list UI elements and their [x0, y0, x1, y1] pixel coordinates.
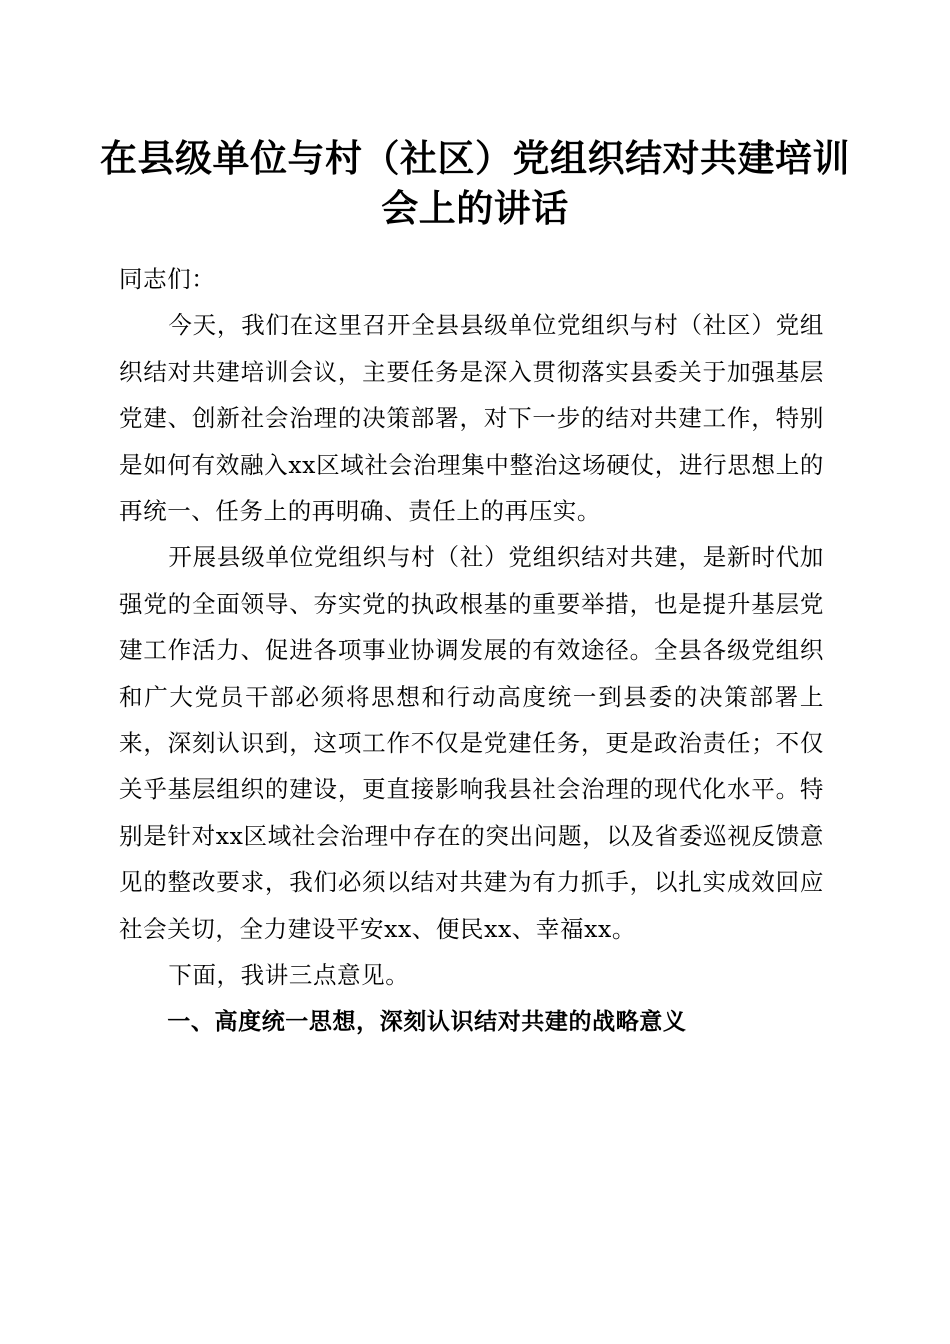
- section-heading-1: 一、高度统一思想，深刻认识结对共建的战略意义: [167, 1008, 687, 1035]
- document-title: 在县级单位与村（社区）党组织结对共建培训会上的讲话: [100, 136, 850, 230]
- paragraph-transition: 下面，我讲三点意见。: [168, 961, 410, 990]
- salutation: 同志们：: [119, 265, 216, 293]
- paragraph-significance: 开展县级单位党组织与村（社）党组织结对共建，是新时代加强党的全面领导、夯实党的执政根基的重要举措，也是提升基层党建工作活力、促进各项事业协调发展的有效途径。全县各级党组织和广大党员干部必须将思想和行动高度统一到县委的决策部署上来，深刻认识到，这项工作不仅是党建任务，更是政治责任；不仅关乎基层组织的建设，更直接影响我县社会治理的现代化水平。特别是针对xx区域社会治理中存在的突出问题，以及省委巡视反馈意见的整改要求，我们必须以结对共建为有力抓手，以扎实成效回应社会关切，全力建设平安xx、便民xx、幸福xx。: [119, 543, 824, 943]
- document-body: [119, 256, 824, 1045]
- paragraph-opening: 今天，我们在这里召开全县县级单位党组织与村（社区）党组织结对共建培训会议，主要任务是深入贯彻落实县委关于加强基层党建、创新社会治理的决策部署，对下一步的结对共建工作，特别是如何有效融入xx区域社会治理集中整治这场硬仗，进行思想上的再统一、任务上的再明确、责任上的再压实。: [119, 311, 824, 526]
